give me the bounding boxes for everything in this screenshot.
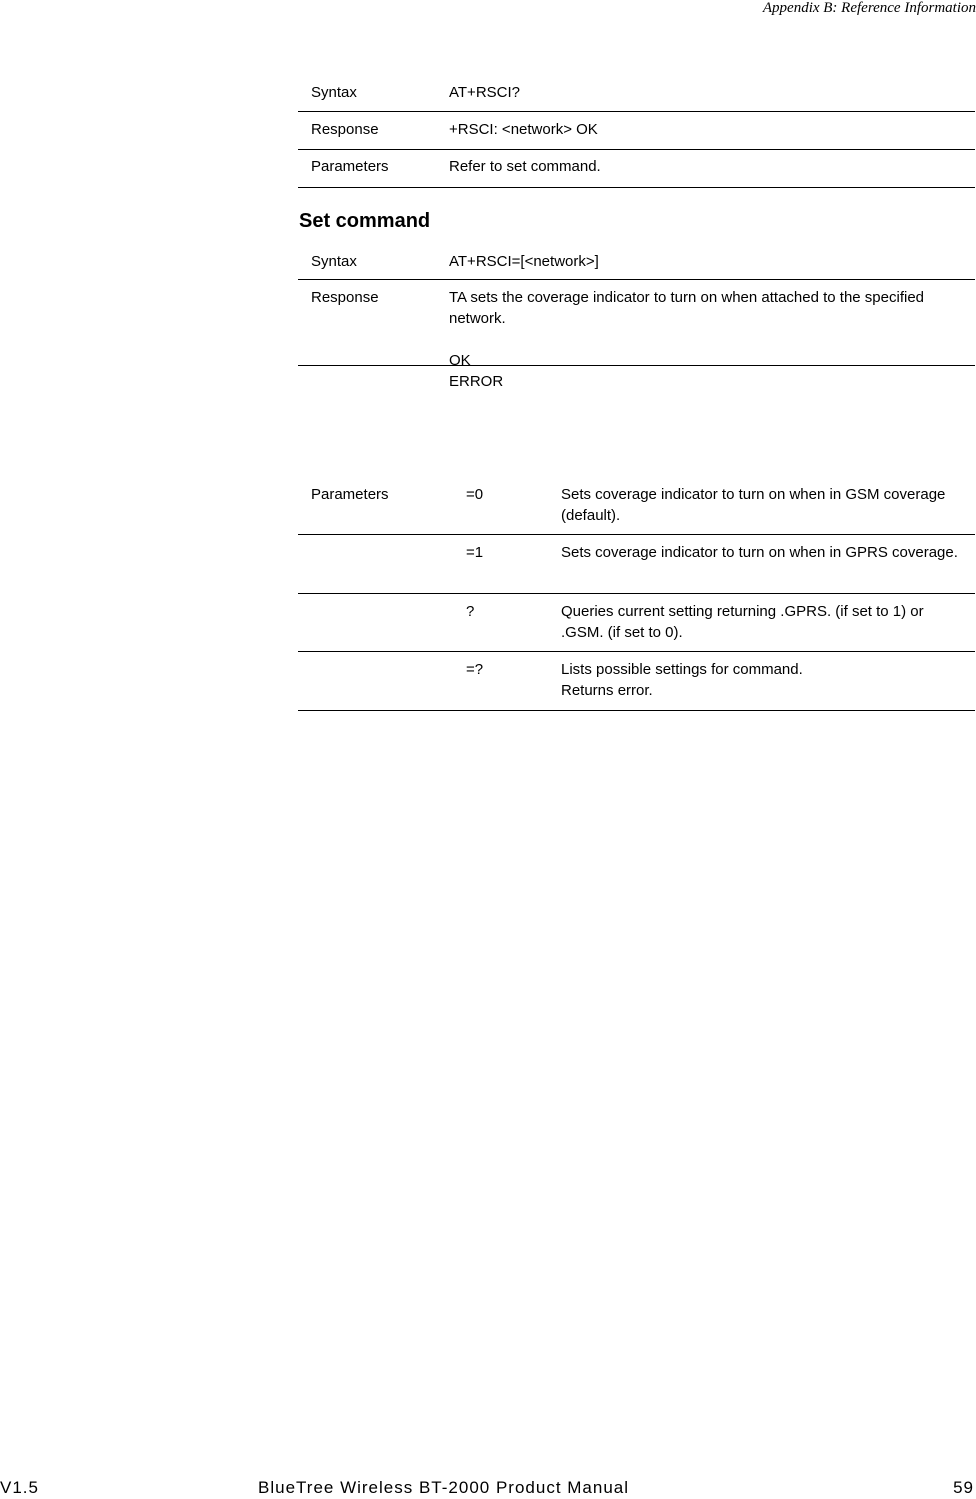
table-row (298, 112, 975, 150)
table-row (298, 477, 975, 535)
row-label: Response (311, 289, 379, 306)
table-row (298, 594, 975, 652)
row-label: Syntax (311, 253, 357, 270)
param-value: =? (466, 661, 484, 678)
param-description: Lists possible settings for command. Returns error. (561, 661, 803, 699)
param-description: Sets coverage indicator to turn on when in GSM coverage (default). (561, 486, 946, 524)
row-value: Refer to set command. (449, 158, 601, 175)
read-command-table (298, 75, 975, 188)
table-row (298, 75, 975, 112)
parameters-table (298, 477, 975, 711)
empty-cell (298, 601, 466, 651)
table-row (298, 652, 975, 711)
row-value: AT+RSCI=[<network>] (449, 253, 599, 270)
row-value: +RSCI: <network> OK (449, 121, 598, 138)
empty-cell (298, 542, 466, 593)
empty-cell (298, 659, 466, 710)
row-label: Parameters (311, 158, 389, 175)
param-description: Sets coverage indicator to turn on when in GPRS coverage. (561, 544, 958, 561)
row-label: Response (311, 121, 379, 138)
section-title: Set command (299, 210, 431, 232)
parameters-label: Parameters (311, 486, 389, 503)
table-row (298, 535, 975, 594)
page-number: 59 (953, 1478, 974, 1497)
running-header: Appendix B: Reference Information (762, 0, 976, 16)
footer-version: V1.5 (0, 1478, 39, 1497)
param-value: =0 (466, 486, 484, 503)
param-description: Queries current setting returning .GPRS. (if set to 1) or .GSM. (if set to 0). (561, 603, 924, 641)
row-value: AT+RSCI? (449, 84, 520, 101)
footer-title: BlueTree Wireless BT-2000 Product Manual (258, 1478, 630, 1497)
param-value: ? (466, 603, 475, 620)
param-value: =1 (466, 544, 484, 561)
row-label: Syntax (311, 84, 357, 101)
set-command-table (298, 243, 975, 390)
table-row (298, 150, 975, 188)
row-value: TA sets the coverage indicator to turn on when attached to the specified network. OK ERROR (449, 289, 925, 390)
